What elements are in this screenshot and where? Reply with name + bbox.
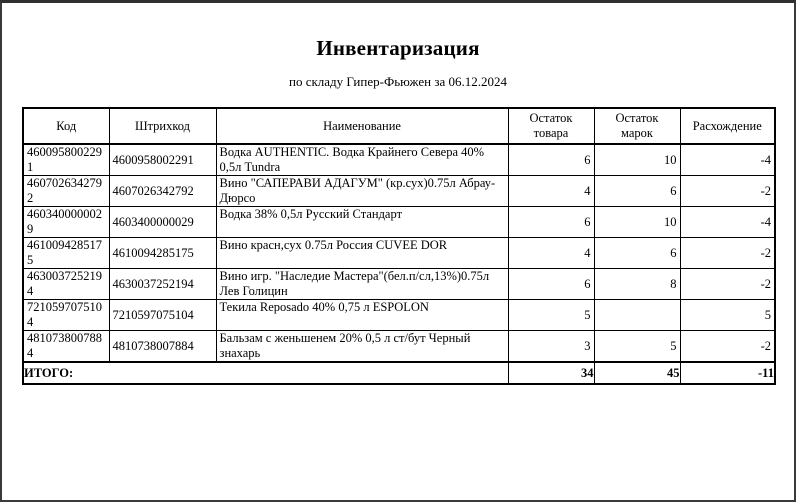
header-marks: Остаток марок	[594, 108, 680, 144]
header-barcode: Штрихкод	[109, 108, 216, 144]
table-row	[23, 300, 775, 331]
cell-name: Бальзам с женьшенем 20% 0,5 л ст/бут Черный знахарь	[216, 331, 508, 363]
cell-code: 4630037252194	[23, 269, 109, 300]
total-marks: 45	[594, 362, 680, 384]
cell-diff: 5	[680, 300, 775, 331]
cell-marks: 10	[594, 207, 680, 238]
header-name: Наименование	[216, 108, 508, 144]
table-footer	[23, 362, 775, 384]
total-row	[23, 362, 775, 384]
cell-stock: 6	[508, 207, 594, 238]
cell-diff: -2	[680, 269, 775, 300]
cell-stock: 5	[508, 300, 594, 331]
table-row	[23, 238, 775, 269]
cell-barcode: 4603400000029	[109, 207, 216, 238]
cell-diff: -4	[680, 144, 775, 176]
header-code: Код	[23, 108, 109, 144]
cell-barcode: 4810738007884	[109, 331, 216, 363]
cell-name: Текила Reposado 40% 0,75 л ESPOLON	[216, 300, 508, 331]
cell-marks: 6	[594, 238, 680, 269]
header-row	[23, 108, 775, 144]
cell-barcode: 7210597075104	[109, 300, 216, 331]
table-header	[23, 108, 775, 144]
cell-stock: 3	[508, 331, 594, 363]
table-body	[23, 144, 775, 362]
cell-marks: 5	[594, 331, 680, 363]
cell-marks: 10	[594, 144, 680, 176]
table-row	[23, 176, 775, 207]
cell-diff: -2	[680, 331, 775, 363]
table-row	[23, 144, 775, 176]
cell-stock: 4	[508, 176, 594, 207]
page-subtitle: по складу Гипер-Фьюжен за 06.12.2024	[289, 74, 507, 89]
cell-name: Вино "САПЕРАВИ АДАГУМ" (кр.сух)0.75л Абрау-Дюрсо	[216, 176, 508, 207]
total-stock: 34	[508, 362, 594, 384]
total-diff: -11	[680, 362, 775, 384]
page-title: Инвентаризация	[316, 36, 480, 60]
cell-code: 4810738007884	[23, 331, 109, 363]
cell-barcode: 4630037252194	[109, 269, 216, 300]
header-diff: Расхождение	[680, 108, 775, 144]
cell-name: Водка AUTHENTIC. Водка Крайнего Севера 40% 0,5л Tundra	[216, 144, 508, 176]
inventory-table	[22, 107, 776, 385]
cell-code: 7210597075104	[23, 300, 109, 331]
cell-name: Водка 38% 0,5л Русский Стандарт	[216, 207, 508, 238]
table-row	[23, 207, 775, 238]
cell-stock: 4	[508, 238, 594, 269]
cell-marks: 6	[594, 176, 680, 207]
cell-diff: -4	[680, 207, 775, 238]
cell-code: 4600958002291	[23, 144, 109, 176]
cell-stock: 6	[508, 144, 594, 176]
table-row	[23, 269, 775, 300]
cell-marks: 8	[594, 269, 680, 300]
table-row	[23, 331, 775, 363]
cell-barcode: 4607026342792	[109, 176, 216, 207]
cell-barcode: 4600958002291	[109, 144, 216, 176]
cell-name: Вино игр. "Наследие Мастера"(бел.п/сл,13%)0.75л Лев Голицин	[216, 269, 508, 300]
cell-name: Вино красн,сух 0.75л Россия CUVEE DOR	[216, 238, 508, 269]
cell-code: 4603400000029	[23, 207, 109, 238]
header-stock: Остаток товара	[508, 108, 594, 144]
cell-code: 4607026342792	[23, 176, 109, 207]
cell-barcode: 4610094285175	[109, 238, 216, 269]
cell-marks	[594, 300, 680, 331]
total-label: ИТОГО:	[23, 362, 508, 384]
cell-code: 4610094285175	[23, 238, 109, 269]
cell-diff: -2	[680, 238, 775, 269]
cell-stock: 6	[508, 269, 594, 300]
cell-diff: -2	[680, 176, 775, 207]
